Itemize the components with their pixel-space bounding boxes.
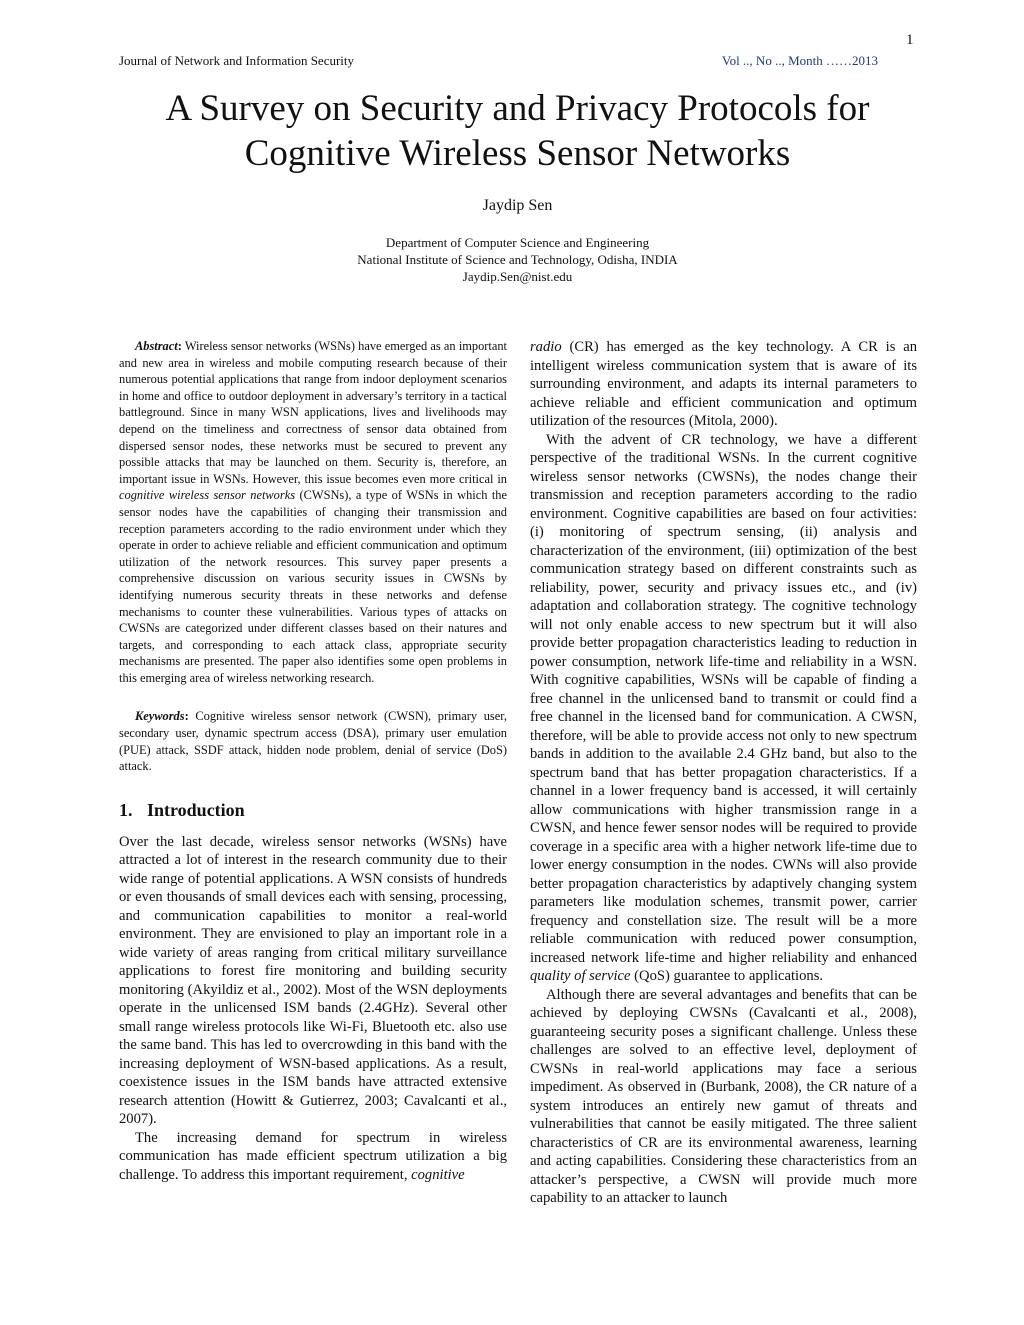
paper-title: [60, 86, 975, 176]
cr-advent-text-1: With the advent of CR technology, we have a different perspective of the traditional WSNs. In the current cognitive wireless sensor networks (CWSNs), the nodes change their transmission and reception parameters according to the radio environment. Cognitive capabilities are based on four activities: (i) monitoring of spectrum sensing, (ii) analysis and characterization of the environment, (iii) optimization of the best communication strategy based on different constraints such as reliability, power, security and privacy issues etc., and (iv) adaptation and collaboration strategy. The cognitive technology will not only enable access to new spectrum but it will also provide better propagation characteristics leading to reduction in power consumption, network life-time and reliability in a WSN. With cognitive capabilities, WSNs will be capable of finding a free channel in the unlicensed band to transmit or could find a free channel in the licensed band for communication. A CWSN, therefore, will be able to provide access not only to new spectrum bands in addition to the available 2.4 GHz band, but also to the spectrum band that has better propagation characteristics. If a channel in a lower frequency band is accessed, it will certainly allow communications with higher transmission range in a CWSN, and hence fewer sensor nodes will be required to provide coverage in a specific area with a higher network life-time due to lower energy consumption in the nodes. CWNs will also provide better propagation characteristics by adaptively changing system parameters like modulation schemes, transmit power, carrier frequency and constellation size. The result will be a more reliable communication with reduced power consumption, increased network life-time and higher reliability and enhanced: [530, 431, 917, 966]
continued-text: (CR) has emerged as the key technology. A CR is an intelligent wireless communication system that is aware of its surrounding environment, and adapts its internal parameters to achieve reliable and efficient communication and optimum utilization of the resources (Mitola, 2000).: [530, 339, 917, 429]
qos-emphasis: quality of service: [530, 968, 631, 984]
intro-paragraph-2: [119, 1129, 507, 1185]
continued-emphasis: radio: [530, 339, 562, 355]
volume-info: Vol .., No .., Month ……2013: [721, 53, 878, 68]
cr-advent-text-2: (QoS) guarantee to applications.: [634, 968, 824, 984]
title-line-1: A Survey on Security and Privacy Protocols for: [165, 88, 870, 129]
abstract: Abstract: Wireless sensor networks (WSNs) have emerged as an important and new area in wireless and mobile computing research because of their numerous potential applications that range from indoor deployment scenarios in home and office to outdoor deployment in adversary’s territory in a tactical battleground. Since in many WSN applications, lives and livelihoods may depend on the timeliness and correctness of sensor data obtained from dispersed sensor nodes, these networks must be secured to prevent any possible attacks that may be launched on them. Security is, therefore, an important issue in WSNs. However, this issue becomes even more critical in cognitive wireless sensor networks (CWSNs), a type of WSNs in which the sensor nodes have the capabilities of changing their transmission and reception parameters according to the radio environment under which they operate in order to achieve reliable and efficient communication and optimum utilization of the network resources. This survey paper presents a comprehensive discussion on various security issues in CWSNs by identifying numerous security threats in these networks and defense mechanisms to counter these vulnerabilities. Various types of attacks on CWSNs are categorized under different classes based on their natures and targets, and corresponding to each attack class, appropriate security mechanisms are presented. The paper also identifies some open problems in this emerging area of wireless networking research.: [119, 339, 507, 685]
author-name: Jaydip Sen: [482, 197, 553, 214]
journal-name: Journal of Network and Information Security: [119, 53, 355, 68]
title-line-2: Cognitive Wireless Sensor Networks: [244, 133, 791, 174]
cr-advent-paragraph: [530, 431, 917, 986]
section-heading: [119, 799, 507, 821]
section-title: Introduction: [147, 799, 245, 820]
abstract-text-1: Wireless sensor networks (WSNs) have emerged as an important and new area in wireless and mobile computing research because of their numerous potential applications that range from indoor deployment scenarios in home and office to outdoor deployment in adversary’s territory in a tactical battleground. Since in many WSN applications, lives and livelihoods may depend on the timeliness and correctness of sensor data obtained from dispersed sensor nodes, these networks must be secured to prevent any possible attacks that may be launched on them. Security is, therefore, an important issue in WSNs. However, this issue becomes even more critical in: [119, 339, 507, 486]
page-number: 1: [906, 32, 914, 48]
abstract-label: Abstract: [135, 339, 178, 353]
affiliation-institute: National Institute of Science and Technology, Odisha, INDIA: [357, 252, 678, 267]
intro-paragraph-2-emphasis: cognitive: [411, 1166, 465, 1183]
intro-paragraph-2-text: The increasing demand for spectrum in wireless communication has made efficient spectrum utilization a big challenge. To address this important requirement,: [119, 1129, 507, 1183]
affiliation-dept: Department of Computer Science and Engineering: [385, 235, 650, 250]
affiliation-email: Jaydip.Sen@nist.edu: [462, 269, 573, 284]
continued-paragraph: [530, 338, 917, 431]
keywords-label: Keywords: [135, 709, 185, 724]
affiliation: [0, 234, 1024, 285]
section-number: 1.: [119, 799, 133, 820]
left-column: [119, 338, 507, 1184]
abstract-text-2: (CWSNs), a type of WSNs in which the sensor nodes have the capabilities of changing their transmission and reception parameters according to the radio environment under which they operate in order to achieve reliable and efficient communication and optimum utilization of the network resources. This survey paper presents a comprehensive discussion on various security issues in CWSNs by identifying numerous security threats in these networks and defense mechanisms to counter these vulnerabilities. Various types of attacks on CWSNs are categorized under different classes based on their natures and targets, and corresponding to each attack class, appropriate security mechanisms are presented. The paper also identifies some open problems in this emerging area of wireless networking research.: [119, 488, 507, 685]
keywords: Keywords: Cognitive wireless sensor network (CWSN), primary user, secondary user, dynamic spectrum access (DSA), primary user emulation (PUE) attack, SSDF attack, hidden node problem, denial of service (DoS) attack.: [119, 709, 507, 774]
intro-paragraph-1: Over the last decade, wireless sensor networks (WSNs) have attracted a lot of interest in the research community due to their wide range of potential applications. A WSN consists of hundreds or even thousands of small devices each with sensing, processing, and communication capabilities to monitor a real-world environment. They are envisioned to play an important role in a wide variety of areas ranging from critical military surveillance applications to forest fire monitoring and building security monitoring (Akyildiz et al., 2002). Most of the WSN deployments operate in the unlicensed ISM bands (2.4GHz). Several other small range wireless protocols like Wi-Fi, Bluetooth etc. also use the same band. This has led to overcrowding in this band with the increasing deployment of WSN-based applications. As a result, coexistence issues in the ISM bands have attracted extensive research attention (Howitt & Gutierrez, 2003; Cavalcanti et al., 2007).: [119, 833, 507, 1128]
abstract-emphasis: cognitive wireless sensor networks: [119, 488, 296, 503]
keywords-text: Cognitive wireless sensor network (CWSN), primary user, secondary user, dynamic spectrum access (DSA), primary user emulation (PUE) attack, SSDF attack, hidden node problem, denial of service (DoS) attack.: [119, 709, 507, 774]
right-column: [530, 338, 917, 1208]
challenges-paragraph: Although there are several advantages and benefits that can be achieved by deploying CWSNs (Cavalcanti et al., 2008), guaranteeing security poses a significant challenge. Unless these challenges are solved to an effective level, deployment of CWSNs in real-world applications may face a serious impediment. As observed in (Burbank, 2008), the CR nature of a system introduces an entirely new gamut of threats and vulnerabilities that cannot be easily mitigated. The three salient characteristics of CR are its environmental awareness, learning and acting capabilities. Considering these characteristics from an attacker’s perspective, a CWSN will provide much more capability to an attacker to launch: [530, 986, 917, 1206]
